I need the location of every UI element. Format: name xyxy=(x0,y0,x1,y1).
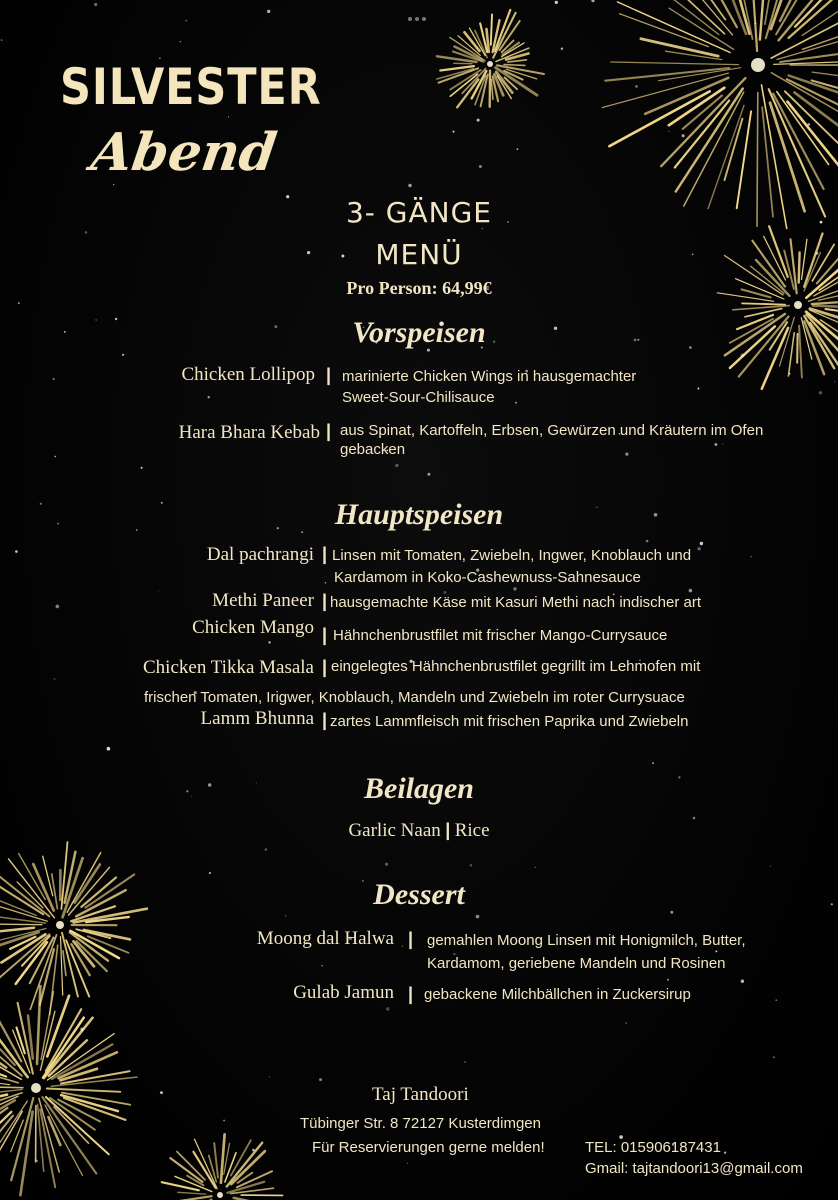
dish-name: Chicken Mango xyxy=(192,617,314,638)
price-per-person: Pro Person: 64,99€ xyxy=(346,278,492,298)
side-dish: Rice xyxy=(454,820,490,841)
side-dish: Garlic Naan xyxy=(348,820,441,841)
dish-name: Chicken Lollipop xyxy=(181,364,315,385)
dish-description: aus Spinat, Kartoffeln, Erbsen, Gewürzen und Kräutern im Ofen xyxy=(340,422,764,439)
phone-number: TEL: 015906187431 xyxy=(585,1139,721,1156)
dish-name: Gulab Jamun xyxy=(293,982,394,1003)
heading-beilagen: Beilagen xyxy=(364,772,474,805)
separator: | xyxy=(322,710,328,730)
dish-description: Linsen mit Tomaten, Zwiebeln, Ingwer, Knoblauch und xyxy=(332,547,692,564)
dish-description: Kardamom in Koko-Cashewnuss-Sahnesauce xyxy=(334,569,641,586)
separator: | xyxy=(326,421,332,441)
dish-description: marinierte Chicken Wings in hausgemachter xyxy=(342,368,637,385)
dish-name: Moong dal Halwa xyxy=(256,928,394,949)
restaurant-address: Tübinger Str. 8 72127 Kusterdimgen xyxy=(300,1115,541,1132)
title-abend: Abend xyxy=(87,122,281,183)
title-silvester: SILVESTER xyxy=(60,58,322,116)
separator: | xyxy=(408,929,414,949)
dish-name: Lamm Bhunna xyxy=(200,708,314,729)
beilagen-row xyxy=(0,820,838,842)
heading-hauptspeisen: Hauptspeisen xyxy=(334,498,504,531)
reservation-note: Für Reservierungen gerne melden! xyxy=(312,1139,545,1156)
dish-name: Dal pachrangi xyxy=(206,544,314,565)
separator: | xyxy=(322,544,328,564)
subtitle-gaenge: 3- GÄNGE xyxy=(345,196,492,229)
dish-description: frischen Tomaten, Irigwer, Knoblauch, Mandeln und Zwiebeln im roter Currysuace xyxy=(144,689,685,706)
separator: | xyxy=(408,984,414,1004)
separator: | xyxy=(322,591,328,611)
dish-description: gemahlen Moong Linsen mit Honigmilch, Butter, xyxy=(427,932,746,949)
dish-description: eingelegtes Hähnchenbrustfilet gegrillt im Lehmofen mit xyxy=(331,658,701,675)
dish-description: Kardamom, geriebene Mandeln und Rosinen xyxy=(427,955,726,972)
separator: | xyxy=(326,365,332,385)
dish-description: gebacken xyxy=(340,441,406,458)
separator: | xyxy=(322,625,328,645)
dish-name: Chicken Tikka Masala xyxy=(143,657,314,678)
dish-description: gebackene Milchbällchen in Zuckersirup xyxy=(424,986,691,1003)
separator: | xyxy=(445,820,451,840)
restaurant-name: Taj Tandoori xyxy=(372,1084,469,1105)
email-address: Gmail: tajtandoori13@gmail.com xyxy=(585,1160,803,1177)
dish-name: Methi Paneer xyxy=(212,590,314,611)
dish-description: hausgemachte Käse mit Kasuri Methi nach indischer art xyxy=(330,594,702,611)
heading-vorspeisen: Vorspeisen xyxy=(352,316,486,349)
separator: | xyxy=(322,657,328,677)
heading-dessert: Dessert xyxy=(373,878,465,911)
dish-description: zartes Lammfleisch mit frischen Paprika und Zwiebeln xyxy=(330,713,689,730)
dish-description: Hähnchenbrustfilet mit frischer Mango-Currysauce xyxy=(333,627,668,644)
subtitle-menu: MENÜ xyxy=(375,238,463,271)
dish-name: Hara Bhara Kebab xyxy=(178,422,320,443)
dish-description: Sweet-Sour-Chilisauce xyxy=(342,389,495,406)
